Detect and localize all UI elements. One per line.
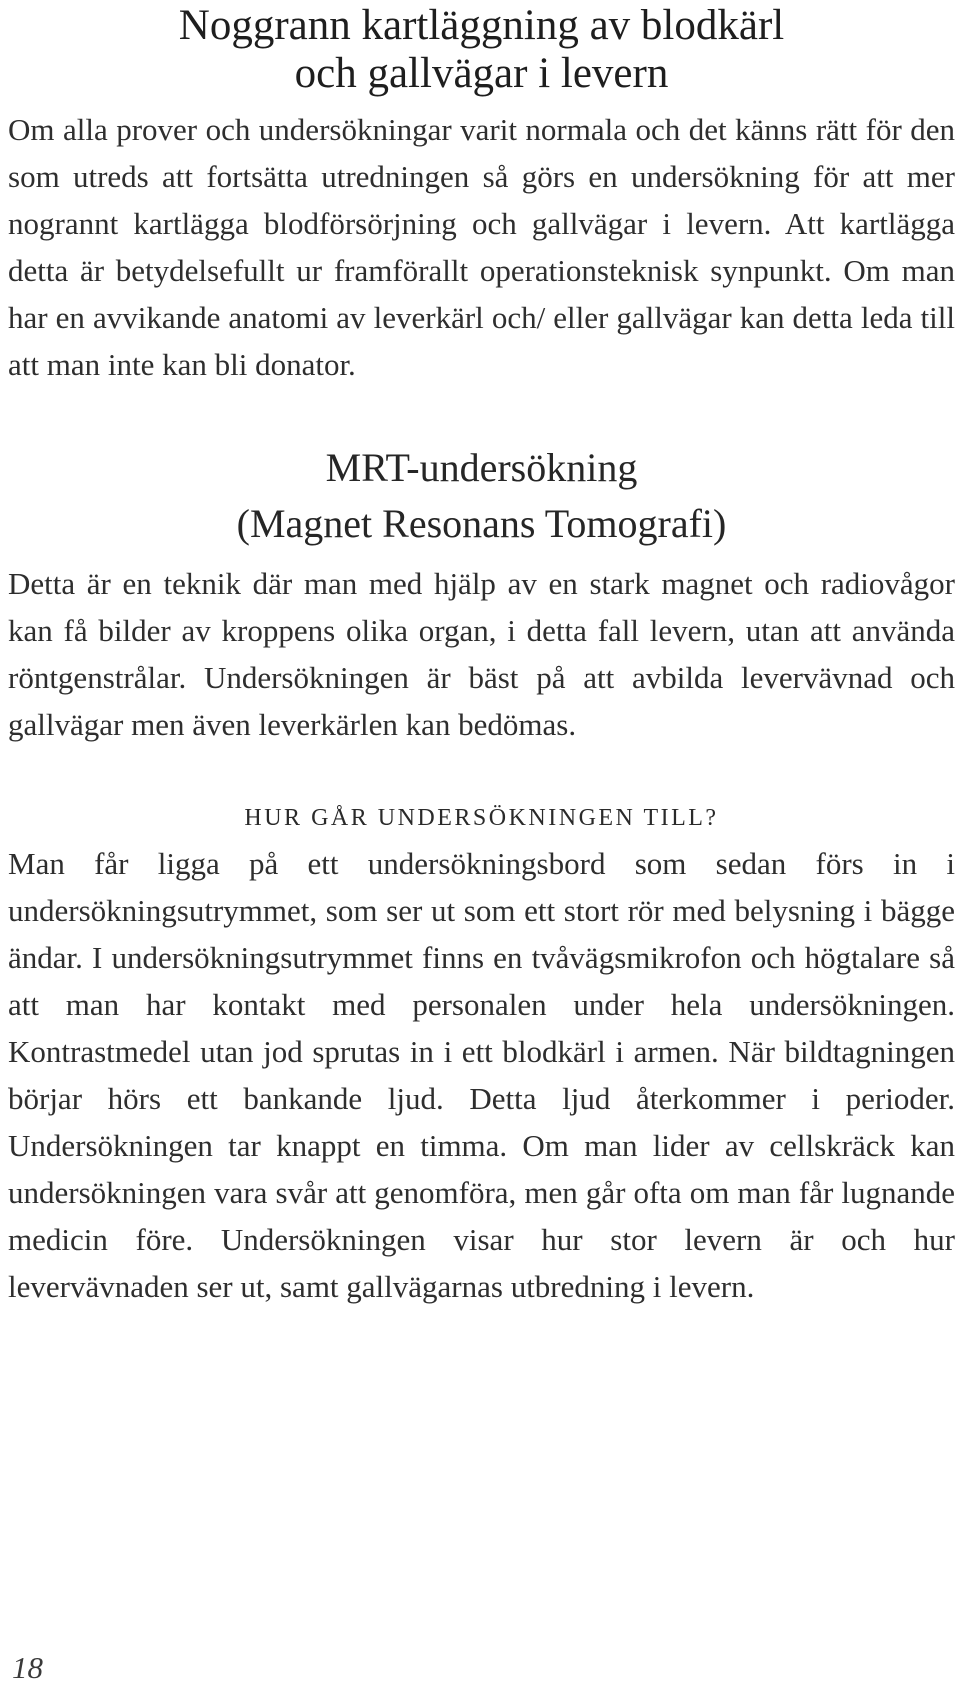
paragraph-procedure: Man får ligga på ett undersökningsbord som sedan förs in i undersökningsutrymmet, som ser ut som ett stort rör med belysning i bägge ändar. I undersökningsutrymmet finns en tvåvägsmikrofon och högtalare så att man har kontakt med personalen under hela undersökningen. Kontrastmedel utan jod sprutas in i ett blodkärl i armen. När bildtagningen börjar hörs ett bankande ljud. Detta ljud återkommer i perioder. Undersökningen tar knappt en timma. Om man lider av cellskräck kan undersökningen vara svår att genomföra, men går ofta om man får lugnande medicin före. Undersökningen visar hur stor levern är och hur levervävnaden ser ut, samt gallvägarnas utbredning i levern. xyxy=(8,846,955,1304)
heading-line-1: Noggrann kartläggning av blodkärl xyxy=(178,2,785,49)
heading-line-2: och gallvägar i levern xyxy=(294,50,669,97)
heading-line-2: (Magnet Resonans Tomografi) xyxy=(236,501,727,546)
page-number: 18 xyxy=(12,1650,43,1685)
section-heading-procedure: HUR GÅR UNDERSÖKNINGEN TILL? xyxy=(244,805,719,831)
section-heading-mrt xyxy=(8,440,955,552)
paragraph-mapping: Om alla prover och undersökningar varit normala och det känns rätt för den som utreds att fortsätta utredningen så görs en undersökning för att mer nogrannt kartlägga blodförsörjning och gallvägar i levern. Att kartlägga detta är betydelsefullt ur framförallt operationsteknisk synpunkt. Om man har en avvikande anatomi av leverkärl och/ eller gallvägar kan detta leda till att man inte kan bli donator. xyxy=(8,112,955,382)
paragraph-mrt: Detta är en teknik där man med hjälp av en stark magnet och radiovågor kan få bilder av kroppens olika organ, i detta fall levern, utan att använda röntgenstrålar. Undersökningen är bäst på att avbilda levervävnad och gallvägar men även leverkärlen kan bedömas. xyxy=(8,566,955,742)
section-heading-mapping xyxy=(8,0,955,98)
document-page xyxy=(8,0,955,1310)
heading-line-1: MRT-undersökning xyxy=(325,445,638,490)
